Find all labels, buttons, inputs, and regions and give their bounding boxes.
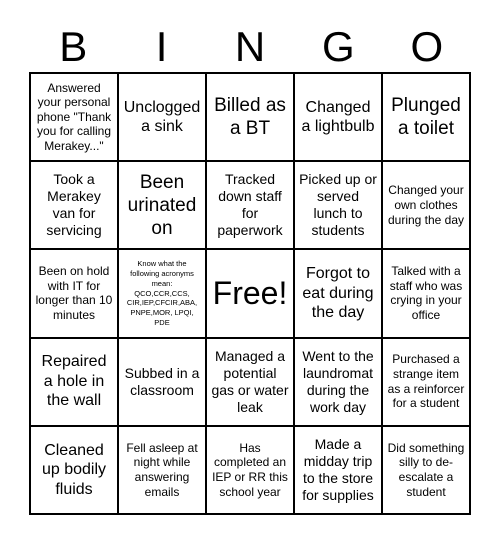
free-space[interactable]: Free! [206,249,294,337]
bingo-cell[interactable]: Took a Merakey van for servicing [30,161,118,249]
bingo-cell[interactable]: Unclogged a sink [118,73,206,161]
bingo-cell[interactable]: Been urinated on [118,161,206,249]
header-letter-n: N [234,23,266,70]
bingo-cell[interactable]: Billed as a BT [206,73,294,161]
header-letter-g: G [322,23,355,70]
bingo-cell[interactable]: Subbed in a classroom [118,338,206,426]
bingo-cell[interactable]: Repaired a hole in the wall [30,338,118,426]
bingo-cell[interactable]: Answered your personal phone "Thank you for calling Merakey..." [30,73,118,161]
bingo-cell[interactable]: Changed a lightbulb [294,73,382,161]
bingo-card [29,72,471,515]
bingo-cell[interactable]: Know what the following acronyms mean: QCO,CCR,CCS, CIR,IEP,CFCIR,ABA, PNPE,MOR, LPQI, PDE [118,249,206,337]
header-letter-i: I [155,23,168,70]
bingo-cell[interactable]: Purchased a strange item as a reinforcer for a student [382,338,470,426]
bingo-cell[interactable]: Cleaned up bodily fluids [30,426,118,514]
bingo-cell[interactable]: Forgot to eat during the day [294,249,382,337]
bingo-cell[interactable]: Talked with a staff who was crying in your office [382,249,470,337]
bingo-cell[interactable]: Has completed an IEP or RR this school year [206,426,294,514]
header-letter-o: O [410,23,444,70]
bingo-cell[interactable]: Been on hold with IT for longer than 10 minutes [30,249,118,337]
bingo-cell[interactable]: Picked up or served lunch to students [294,161,382,249]
bingo-cell[interactable]: Fell asleep at night while answering emails [118,426,206,514]
bingo-cell[interactable]: Plunged a toilet [382,73,470,161]
bingo-cell[interactable]: Made a midday trip to the store for supplies [294,426,382,514]
bingo-cell[interactable]: Managed a potential gas or water leak [206,338,294,426]
bingo-cell[interactable]: Went to the laundromat during the work day [294,338,382,426]
header-letter-b: B [59,23,88,70]
bingo-header [29,22,471,72]
bingo-cell[interactable]: Changed your own clothes during the day [382,161,470,249]
bingo-cell[interactable]: Did something silly to de-escalate a student [382,426,470,514]
bingo-cell[interactable]: Tracked down staff for paperwork [206,161,294,249]
